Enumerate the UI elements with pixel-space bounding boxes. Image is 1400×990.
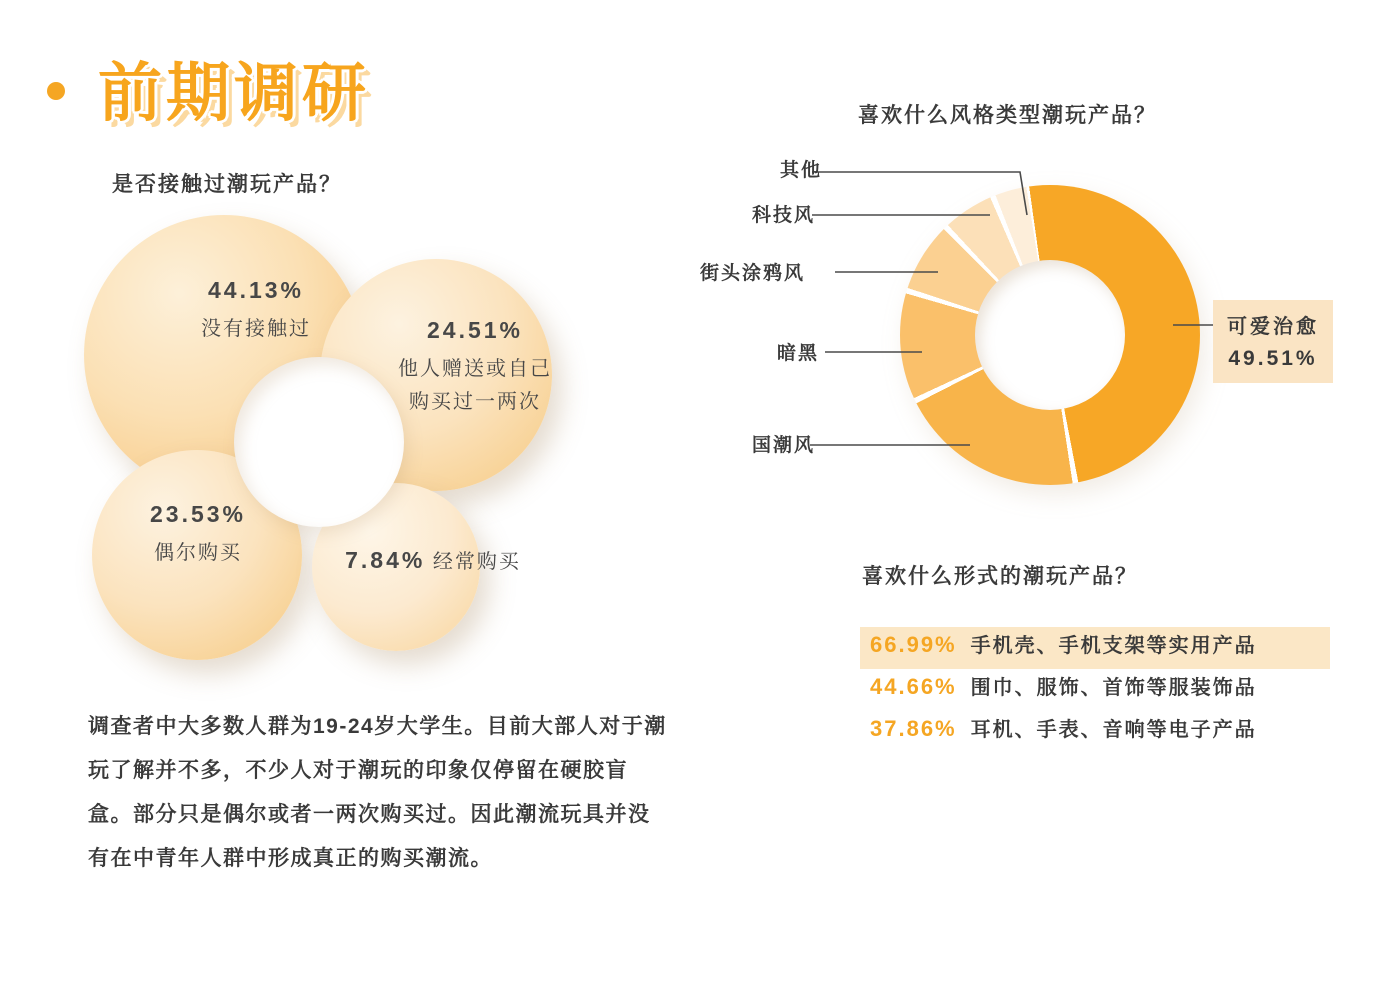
form-text-1: 手机壳、手机支架等实用产品 <box>970 635 1257 657</box>
page-title: 前期调研 <box>98 57 370 129</box>
form-pct-1: 66.99% <box>870 632 957 657</box>
bubble-chart-heading: 是否接触过潮玩产品？ <box>112 173 342 196</box>
form-text-2: 围巾、服饰、首饰等服装饰品 <box>970 677 1257 699</box>
list-item <box>860 711 1330 753</box>
callout-name: 可爱治愈 <box>1227 316 1319 338</box>
list-item <box>860 669 1330 711</box>
bubble-label-no-contact <box>146 277 366 346</box>
forms-list <box>860 627 1330 753</box>
form-pct-3: 37.86% <box>870 716 957 741</box>
title-bullet-icon <box>47 82 65 100</box>
summary-paragraph: 调查者中大多数人群为19-24岁大学生。目前大部人对于潮玩了解并不多，不少人对于潮玩的印象仅停留在硬胶盲盒。部分只是偶尔或者一两次购买过。因此潮流玩具并没有在中青年人群中形成真正的购买潮流。 <box>88 715 667 870</box>
donut-callout-cute-healing <box>1213 300 1333 383</box>
list-item <box>860 627 1330 669</box>
bubble-label-gift-or-once <box>360 317 590 419</box>
bubble-text-frequent: 经常购买 <box>432 551 521 573</box>
bubble-chart <box>60 205 620 665</box>
bubble-pct-gift-or-once: 24.51% <box>426 317 523 343</box>
form-text-3: 耳机、手表、音响等电子产品 <box>970 719 1257 741</box>
donut-chart-heading: 喜欢什么风格类型潮玩产品？ <box>858 104 1157 127</box>
bubble-text-gift-line1: 他人赠送或自己 <box>398 358 552 380</box>
donut-label-tech: 科技风 <box>752 205 816 226</box>
bubble-pct-no-contact: 44.13% <box>207 277 304 303</box>
donut-label-street: 街头涂鸦风 <box>700 263 806 284</box>
bubble-text-occasional: 偶尔购买 <box>154 542 242 564</box>
forms-chart-heading: 喜欢什么形式的潮玩产品？ <box>862 565 1138 588</box>
callout-value: 49.51% <box>1228 347 1318 370</box>
bubble-text-no-contact: 没有接触过 <box>201 318 311 340</box>
donut-label-guochao: 国潮风 <box>752 435 816 456</box>
bubble-pct-frequent: 7.84% <box>345 547 426 573</box>
bubble-label-occasional <box>98 501 298 570</box>
form-pct-2: 44.66% <box>870 674 957 699</box>
donut-leader-lines <box>680 120 1300 540</box>
bubble-pct-occasional: 23.53% <box>149 501 246 527</box>
bubble-label-frequent <box>308 545 558 574</box>
bubble-text-gift-line2: 购买过一两次 <box>409 391 541 413</box>
donut-label-other: 其他 <box>780 160 823 181</box>
donut-label-dark: 暗黑 <box>777 343 820 364</box>
